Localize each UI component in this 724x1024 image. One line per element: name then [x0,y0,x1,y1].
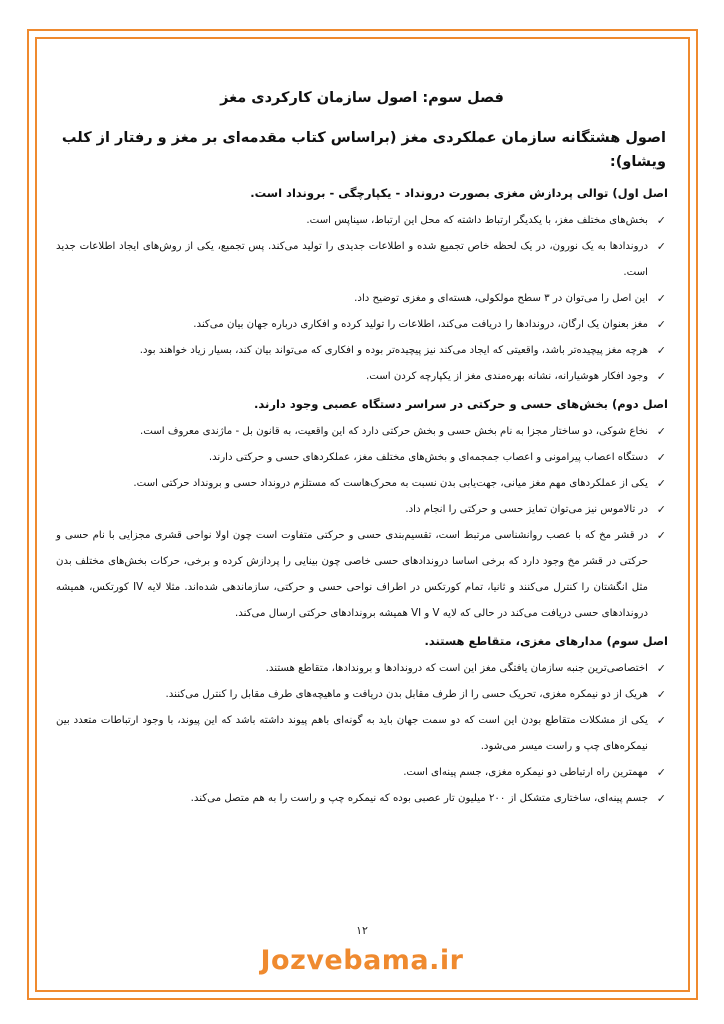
list-item [56,338,668,364]
list-item-text: وجود افکار هوشیارانه، نشانه بهره‌مندی مغز از یکپارچه کردن است. [365,371,648,382]
list-item [56,445,668,471]
list-item [56,208,668,234]
list-item-text: اختصاصی‌ترین جنبه سازمان یافتگی مغز این است که دروندادها و بروندادها، متقاطع هستند. [265,663,648,674]
list-item-text: یکی از مشکلات متقاطع بودن این است که دو سمت جهان باید به گونه‌ای باهم پیوند داشته باشد که این پیوند، با وجود ارتباطات متعدد بین نیمکره‌های چپ و راست میسر می‌شود. [56,715,648,752]
list-item [56,312,668,338]
bullet-list [56,656,668,812]
list-item-text: دستگاه اعصاب پیرامونی و اعصاب جمجمه‌ای و بخش‌های مختلف مغز، عملکردهای حسی و حرکتی دارند. [208,452,648,463]
checkmark-icon: ✓ [656,292,666,305]
list-item [56,234,668,286]
checkmark-icon: ✓ [656,318,666,331]
list-item-text: در تالاموس نیز می‌توان تمایز حسی و حرکتی را انجام داد. [405,504,648,515]
list-item-text: مغز بعنوان یک ارگان، دروندادها را دریافت می‌کند، اطلاعات را تولید کرده و افکاری درباره جهان بیان می‌کند. [193,319,648,330]
list-item-text: هرچه مغز پیچیده‌تر باشد، واقعیتی که ایجاد می‌کند نیز پیچیده‌تر بوده و افکاری که می‌تواند بیان کند، بسیار زیاد خواهند بود. [139,345,648,356]
checkmark-icon: ✓ [656,688,666,701]
list-item-text: بخش‌های مختلف مغز، با یکدیگر ارتباط داشته که محل این ارتباط، سیناپس است. [306,215,648,226]
list-item-text: نخاع شوکی، دو ساختار مجزا به نام بخش حسی و بخش حرکتی دارد که این واقعیت، به قانون بل - ماژندی معروف است. [140,426,648,437]
list-item [56,656,668,682]
section-3 [56,630,668,812]
list-item-text: مهمترین راه ارتباطی دو نیمکره مغزی، جسم پینه‌ای است. [403,767,648,778]
checkmark-icon: ✓ [656,714,666,727]
list-item [56,523,668,627]
checkmark-icon: ✓ [656,370,666,383]
checkmark-icon: ✓ [656,240,666,253]
checkmark-icon: ✓ [656,344,666,357]
section-title: اصل دوم) بخش‌های حسی و حرکتی در سراسر دستگاه عصبی وجود دارند. [254,397,668,411]
list-item-text: هریک از دو نیمکره مغزی، تحریک حسی را از طرف مقابل بدن دریافت و ماهیچه‌های طرف مقابل را کنترل می‌کنند. [165,689,648,700]
list-item [56,419,668,445]
list-item [56,760,668,786]
section-1 [56,182,668,390]
checkmark-icon: ✓ [656,529,666,542]
chapter-title: فصل سوم: اصول سازمان کارکردی مغز [220,90,504,106]
checkmark-icon: ✓ [656,214,666,227]
main-title: اصول هشتگانه سازمان عملکردی مغز (براساس کتاب مقدمه‌ای بر مغز و رفتار از کلب ویشاو): [61,130,666,170]
list-item [56,471,668,497]
list-item-text: جسم پینه‌ای، ساختاری متشکل از ۲۰۰ میلیون تار عصبی بوده که نیمکره چپ و راست را به هم متصل می‌کند. [190,793,648,804]
list-item [56,708,668,760]
list-item-text: دروندادها به یک نورون، در یک لحظه خاص تجمیع شده و اطلاعات جدیدی را تولید می‌کند. پس تجمیع، یکی از روش‌های ایجاد اطلاعات جدید است. [56,241,648,278]
list-item [56,364,668,390]
document-body [56,88,668,812]
section-title: اصل اول) توالی پردازش مغزی بصورت درونداد - یکپارچگی - برونداد است. [250,186,668,200]
bullet-list [56,419,668,627]
site-watermark[interactable]: Jozvebama.ir [260,945,464,976]
checkmark-icon: ✓ [656,792,666,805]
list-item [56,286,668,312]
checkmark-icon: ✓ [656,503,666,516]
checkmark-icon: ✓ [656,662,666,675]
list-item-text: در قشر مخ که با عصب روانشناسی مرتبط است، تقسیم‌بندی حسی و حرکتی متفاوت است چون اولا نواحی قشری مجزایی با نام حسی و حرکتی در قشر مخ وجود دارد که برخی اساسا دروندادهای حسی خاصی چون بینایی را پردازش کرده و برخی، حرکات بخش‌های مختلف بدن مثل انگشتان را کنترل می‌کنند و ثانیا، تمام کورتکس در اطراف نواحی حسی و حرکتی، سازماندهی شده‌اند. مثلا لایه IV کورتکس، همیشه دروندادهای حسی دریافت می‌کند در حالی که لایه V و VI همیشه بروندادهای حرکتی ارسال می‌کند. [56,530,648,619]
checkmark-icon: ✓ [656,766,666,779]
checkmark-icon: ✓ [656,425,666,438]
section-2 [56,393,668,627]
list-item-text: یکی از عملکردهای مهم مغز میانی، جهت‌یابی بدن نسبت به محرک‌هاست که مستلزم درونداد حسی و برونداد حرکتی است. [133,478,648,489]
checkmark-icon: ✓ [656,477,666,490]
list-item [56,682,668,708]
section-title: اصل سوم) مدارهای مغزی، متقاطع هستند. [424,634,668,648]
list-item-text: این اصل را می‌توان در ۳ سطح مولکولی، هسته‌ای و مغزی توضیح داد. [354,293,648,304]
bullet-list [56,208,668,390]
list-item [56,786,668,812]
page-number: ۱۲ [356,924,368,937]
list-item [56,497,668,523]
checkmark-icon: ✓ [656,451,666,464]
